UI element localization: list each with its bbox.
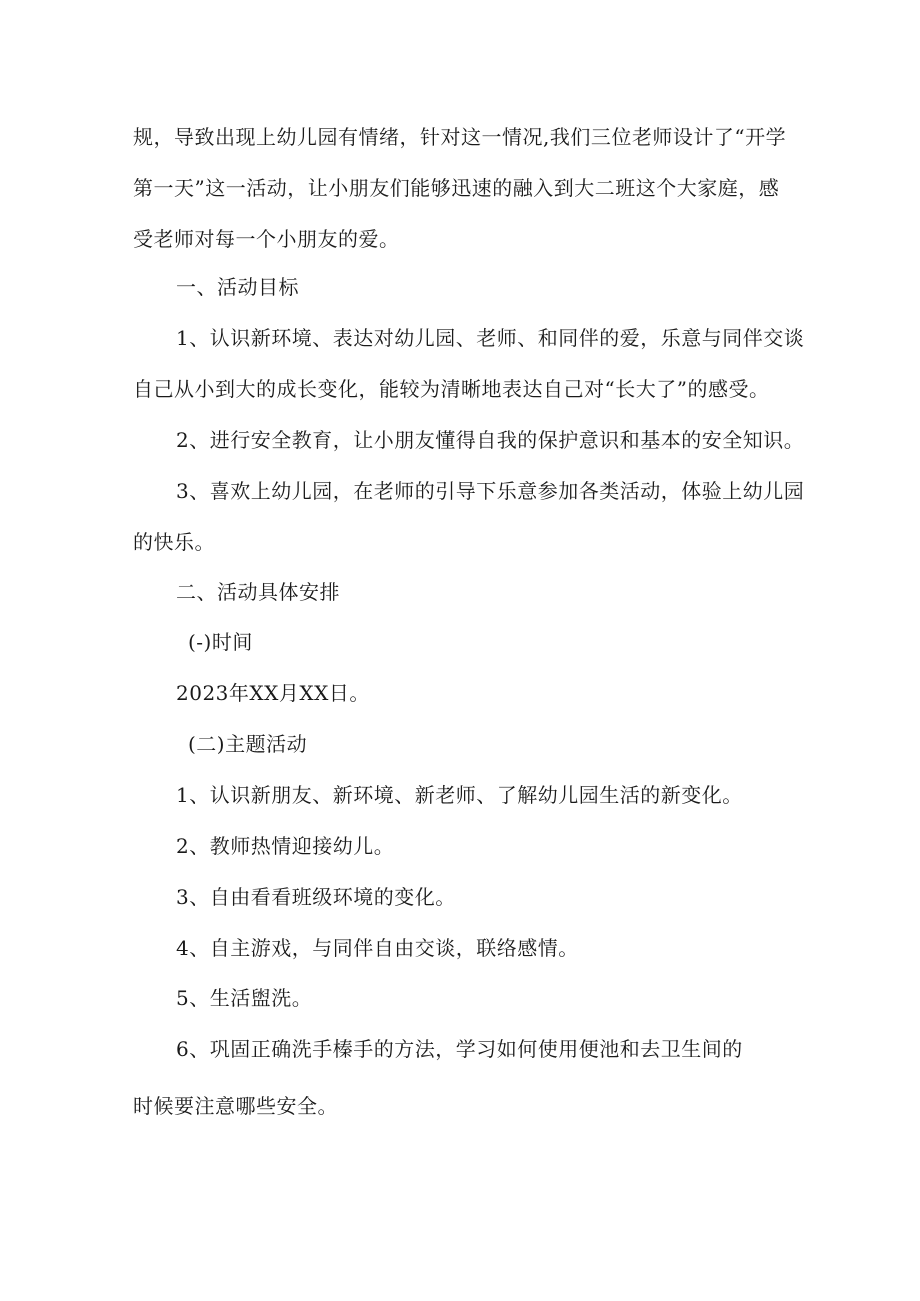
- paragraph-line-1: 规，导致出现上幼儿园有情绪，针对这一情况,我们三位老师设计了“开学: [133, 125, 787, 149]
- goal-item-2: 2、进行安全教育，让小朋友懂得自我的保护意识和基本的安全知识。: [176, 428, 805, 452]
- subheading-theme-activities: (二)主题活动: [188, 732, 308, 756]
- goal-item-1-line-2: 自己从小到大的成长变化，能较为清晰地表达自己对“长大了”的感受。: [133, 377, 770, 401]
- activity-item-6-line-2: 时候要注意哪些安全。: [133, 1094, 338, 1118]
- goal-item-3-line-2: 的快乐。: [133, 530, 215, 554]
- activity-item-4: 4、自主游戏，与同伴自由交谈，联络感情。: [176, 936, 579, 960]
- section-heading-schedule: 二、活动具体安排: [176, 580, 340, 604]
- date-text: 2023年XX月XX日。: [176, 681, 370, 705]
- activity-item-3: 3、自由看看班级环境的变化。: [176, 885, 456, 909]
- activity-item-2: 2、教师热情迎接幼儿。: [176, 834, 395, 858]
- activity-item-5: 5、生活盥洗。: [176, 986, 313, 1010]
- activity-item-1: 1、认识新朋友、新环境、新老师、了解幼儿园生活的新变化。: [176, 783, 743, 807]
- goal-item-1-line-1: 1、认识新环境、表达对幼儿园、老师、和同伴的爱，乐意与同伴交谈: [176, 326, 805, 350]
- subheading-time: (-)时间: [188, 630, 253, 654]
- goal-item-3-line-1: 3、喜欢上幼儿园，在老师的引导下乐意参加各类活动，体验上幼儿园: [176, 479, 805, 503]
- paragraph-line-3: 受老师对每一个小朋友的爱。: [133, 227, 400, 251]
- activity-item-6-line-1: 6、巩固正确洗手榛手的方法，学习如何使用便池和去卫生间的: [176, 1037, 743, 1061]
- paragraph-line-2: 第一天”这一活动，让小朋友们能够迅速的融入到大二班这个大家庭，感: [133, 176, 780, 200]
- section-heading-goals: 一、活动目标: [176, 275, 299, 299]
